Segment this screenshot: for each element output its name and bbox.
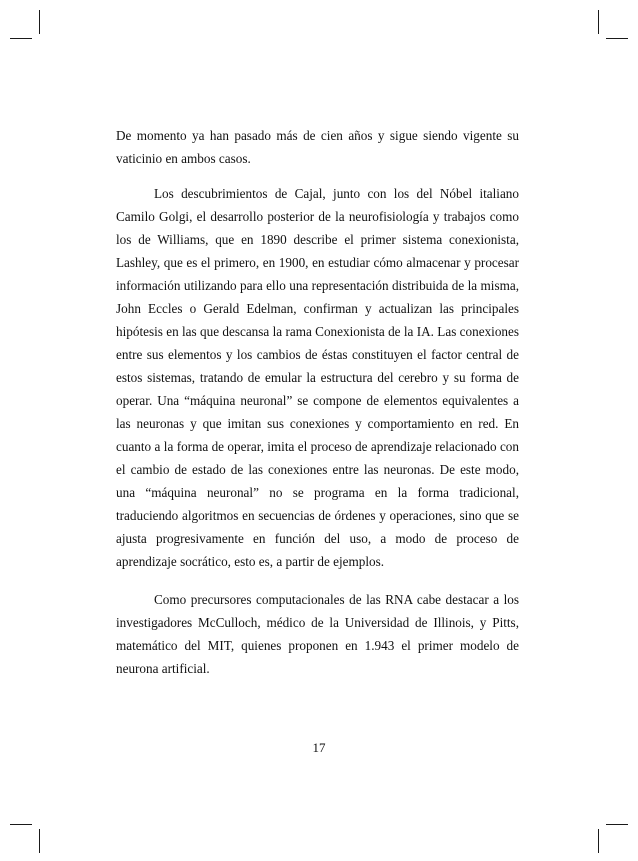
page-number: 17 [312,740,326,755]
crop-mark-top-right-v [598,10,599,34]
paragraph-1: De momento ya han pasado más de cien años y sigue siendo vigente su vaticinio en ambos casos. [116,128,519,166]
crop-mark-top-left-h [10,38,32,39]
crop-mark-bottom-left-h [10,824,32,825]
crop-mark-top-right-h [606,38,628,39]
paragraph-2: Los descubrimientos de Cajal, junto con los del Nóbel italiano Camilo Golgi, el desarrollo posterior de la neurofisiología y trabajos como los de Williams, que en 1890 describe el primer sistema conexionista, Lashley, que es el primero, en 1900, en estudiar cómo almacenar y procesar información utilizando para ello una representación distribuida de la misma, John Eccles o Gerald Edelman, confirman y actualizan las principales hipótesis en las que descansa la rama Conexionista de la IA. Las conexiones entre sus elementos y los cambios de éstas constituyen el factor central de estos sistemas, tratando de emular la estructura del cerebro y su forma de operar. Una “máquina neuronal” se compone de elementos equivalentes a las neuronas y que imitan sus conexiones y comportamiento en red. En cuanto a la forma de operar, imita el proceso de aprendizaje relacionado con el cambio de estado de las conexiones entre las neuronas. De este modo, una “máquina neuronal” no se programa en la forma tradicional, traduciendo algoritmos en secuencias de órdenes y operaciones, sino que se ajusta progresivamente en función del uso, a modo de proceso de aprendizaje socrático, esto es, a partir de ejemplos. [116,186,519,569]
crop-mark-top-left-v [39,10,40,34]
crop-mark-bottom-right-v [598,829,599,853]
paragraph-3: Como precursores computacionales de las RNA cabe destacar a los investigadores McCulloch, médico de la Universidad de Illinois, y Pitts, matemático del MIT, quienes proponen en 1.943 el primer modelo de neurona artificial. [116,592,519,676]
page-body [116,124,519,680]
crop-mark-bottom-right-h [606,824,628,825]
crop-mark-bottom-left-v [39,829,40,853]
